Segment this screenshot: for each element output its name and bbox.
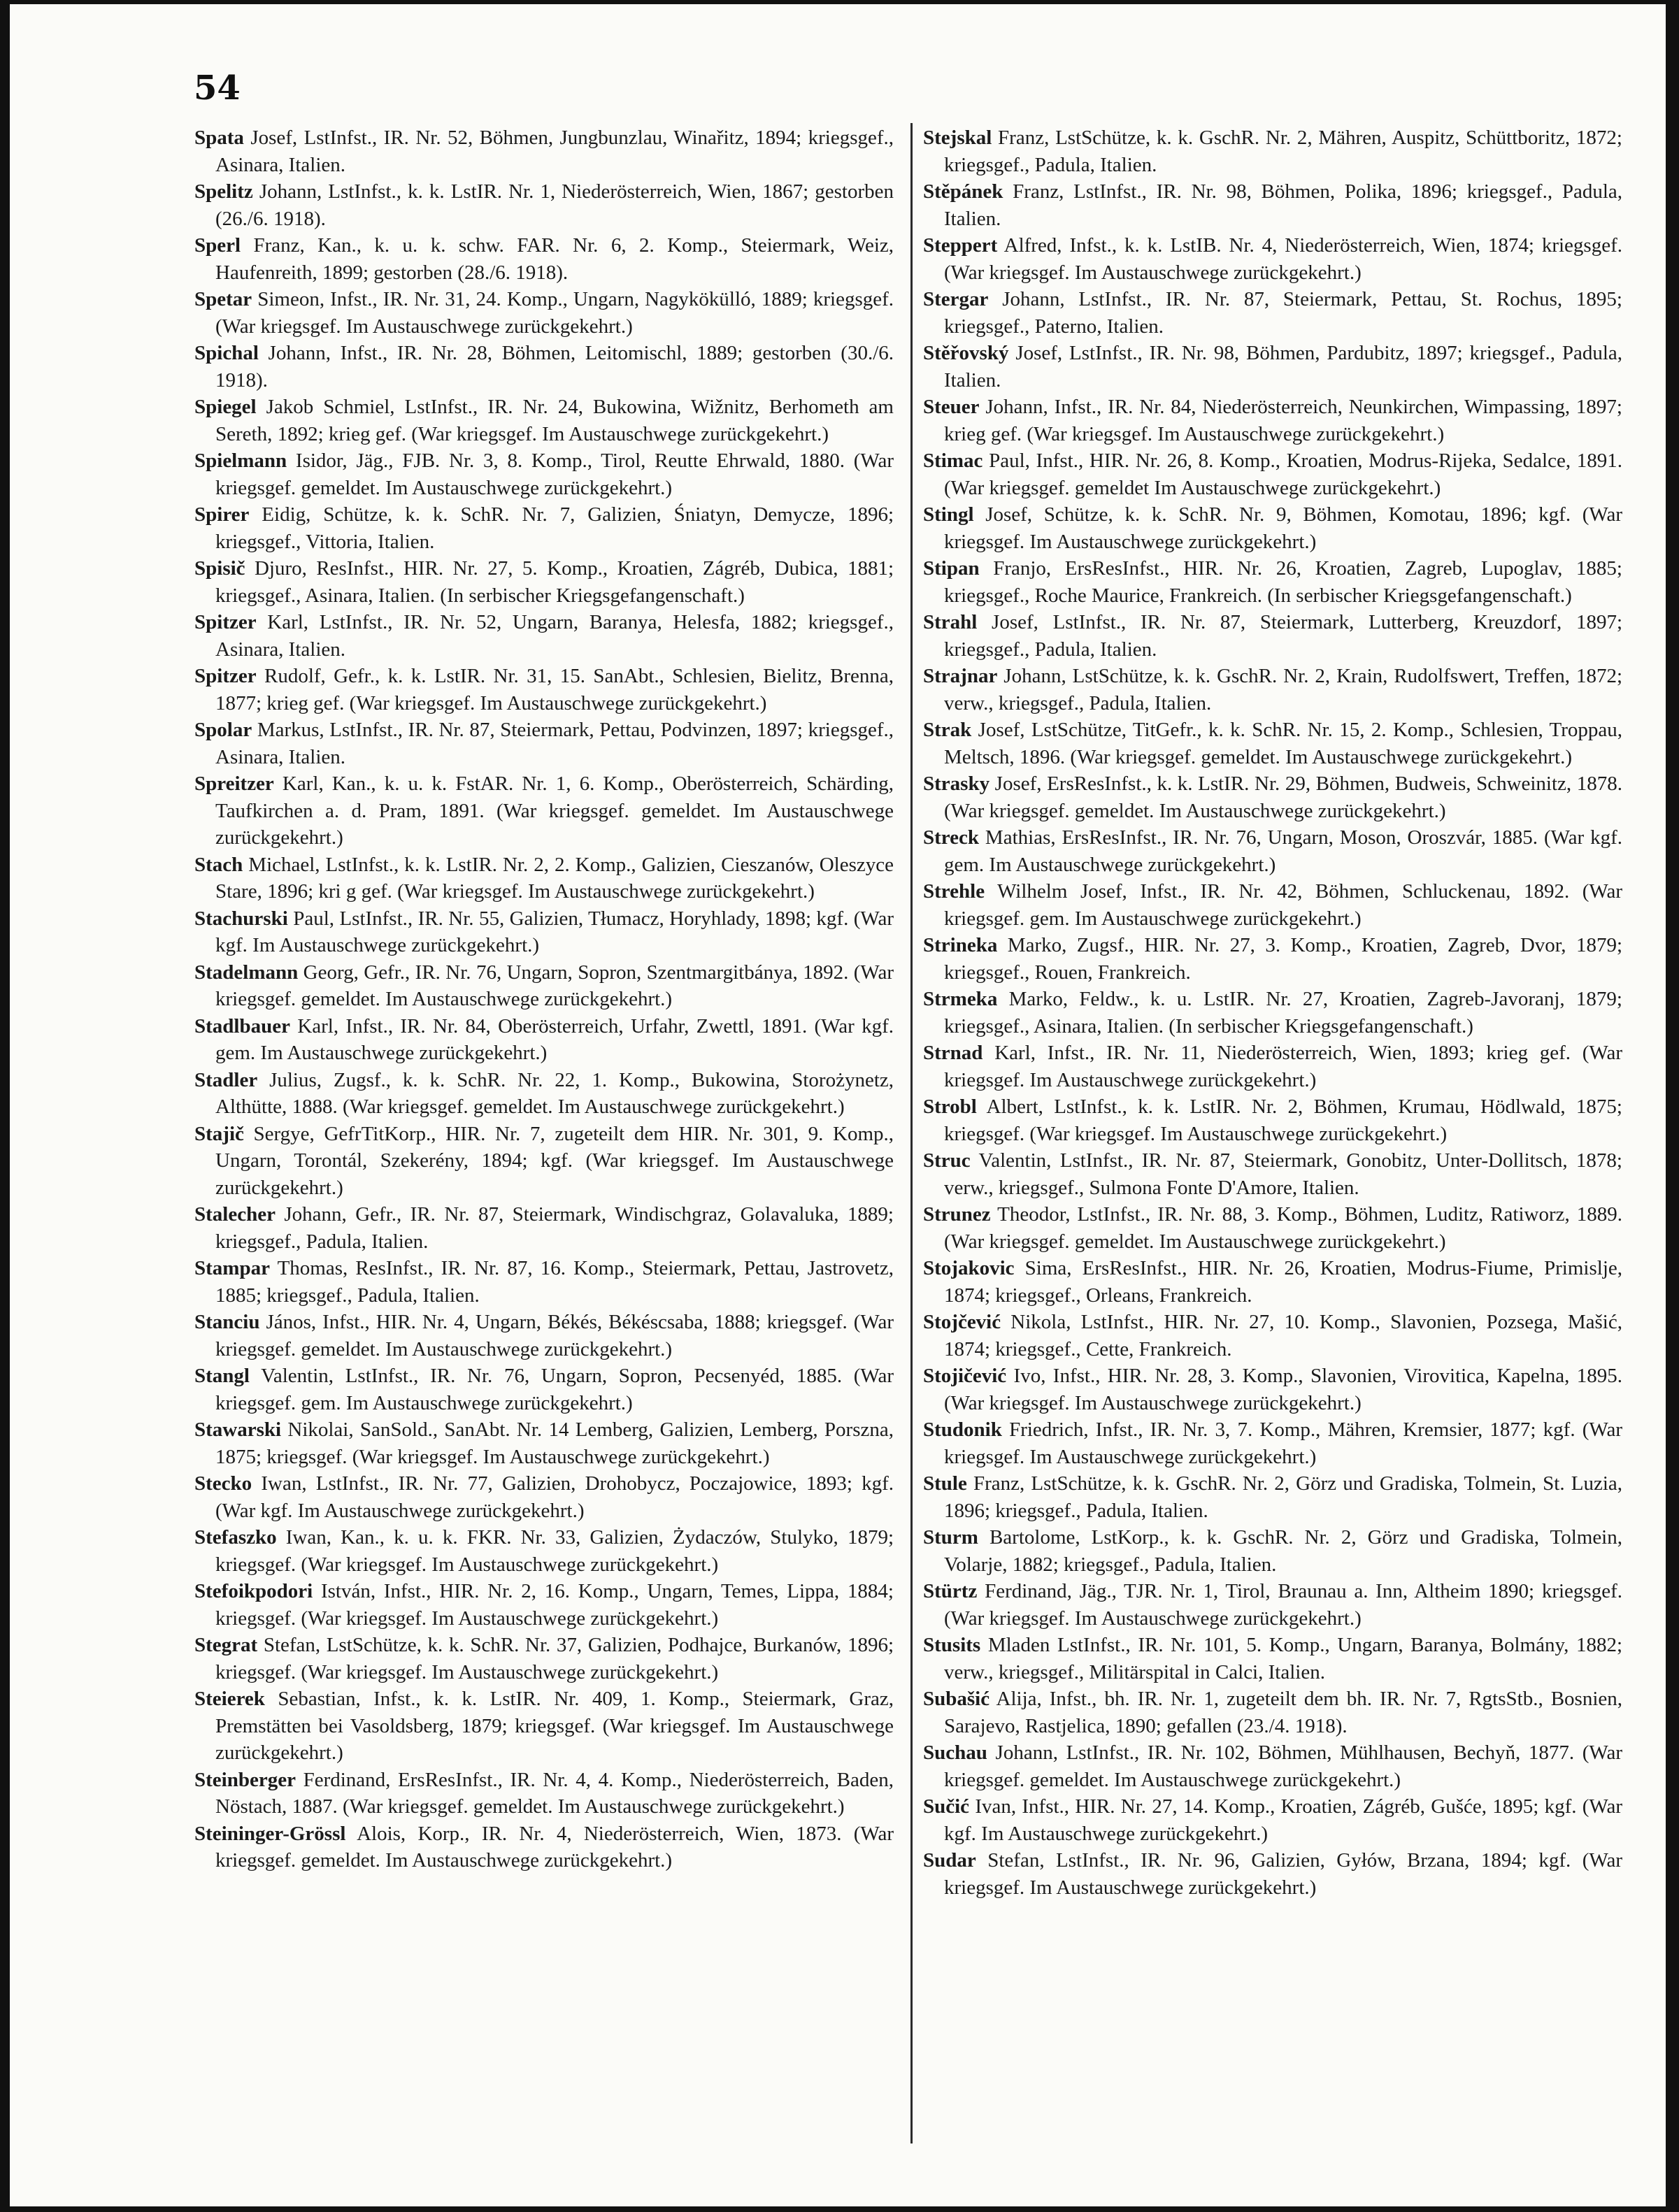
entry-surname: Sperl <box>194 234 241 257</box>
register-entry <box>923 878 1622 932</box>
page-number: 54 <box>194 69 241 108</box>
entry-surname: Strobl <box>923 1096 977 1118</box>
register-entry <box>194 1578 894 1632</box>
entry-surname: Stěpánek <box>923 180 1003 203</box>
entry-surname: Struc <box>923 1149 971 1172</box>
register-entry <box>923 286 1622 340</box>
entry-surname: Spichal <box>194 342 259 364</box>
register-entry <box>194 501 894 555</box>
entry-surname: Stojakovic <box>923 1257 1015 1279</box>
entry-details: Josef, LstSchütze, TitGefr., k. k. SchR. Nr. 15, 2. Komp., Schlesien, Troppau, Meltsch, 1896. (War kriegsgef. gemeldet. Im Austauschwege zurückgekehrt.) <box>944 719 1622 768</box>
register-entry <box>923 1847 1622 1901</box>
entry-surname: Stefoikpodori <box>194 1580 313 1602</box>
register-entry <box>194 286 894 340</box>
entry-details: Wilhelm Josef, Infst., IR. Nr. 42, Böhmen, Schluckenau, 1892. (War kriegsgef. gem. Im Austauschwege zurückgekehrt.) <box>944 880 1622 930</box>
register-entry <box>923 609 1622 663</box>
entry-surname: Spreitzer <box>194 773 274 795</box>
entry-details: Markus, LstInfst., IR. Nr. 87, Steiermark, Pettau, Podvinzen, 1897; kriegsgef., Asinara, Italien. <box>215 719 894 768</box>
entry-surname: Strajnar <box>923 665 998 687</box>
entry-surname: Stergar <box>923 288 989 310</box>
entry-surname: Stadlbauer <box>194 1014 290 1037</box>
entry-details: Josef, Schütze, k. k. SchR. Nr. 9, Böhmen, Komotau, 1896; kgf. (War kriegsgef. Im Austauschwege zurückgekehrt.) <box>944 503 1622 553</box>
entry-surname: Stingl <box>923 503 974 526</box>
register-entry <box>194 1067 894 1121</box>
register-entry <box>923 1363 1622 1416</box>
register-entry <box>923 717 1622 770</box>
register-entry <box>194 959 894 1013</box>
entry-surname: Stojčević <box>923 1311 1001 1333</box>
register-entry <box>923 1686 1622 1739</box>
entry-surname: Stecko <box>194 1472 252 1495</box>
entry-details: Nikolai, SanSold., SanAbt. Nr. 14 Lemberg, Galizien, Lemberg, Porszna, 1875; kriegsgef. (War kriegsgef. Im Austauschwege zurückgekehrt.) <box>215 1419 894 1468</box>
entry-details: Marko, Feldw., k. u. LstIR. Nr. 27, Kroatien, Zagreb-Javoranj, 1879; kriegsgef., Asinara, Italien. (In serbischer Kriegsgefangenschaft.) <box>944 988 1622 1037</box>
register-entry <box>923 501 1622 555</box>
entry-surname: Strahl <box>923 611 978 633</box>
entry-surname: Streck <box>923 826 980 849</box>
entry-details: Franz, LstSchütze, k. k. GschR. Nr. 2, Mähren, Auspitz, Schüttboritz, 1872; kriegsgef., Padula, Italien. <box>944 127 1622 176</box>
entry-surname: Stampar <box>194 1257 270 1279</box>
register-entry <box>194 1013 894 1067</box>
entry-surname: Strnad <box>923 1042 983 1064</box>
entry-details: Franz, Kan., k. u. k. schw. FAR. Nr. 6, 2. Komp., Steiermark, Weiz, Haufenreith, 1899; gestorben (28./6. 1918). <box>215 234 894 284</box>
entry-details: Franjo, ErsResInfst., HIR. Nr. 26, Kroatien, Zagreb, Lupoglav, 1885; kriegsgef., Roche Maurice, Frankreich. (In serbischer Kriegsgefangenschaft.) <box>944 557 1622 607</box>
entry-details: Marko, Zugsf., HIR. Nr. 27, 3. Komp., Kroatien, Zagreb, Dvor, 1879; kriegsgef., Rouen, Frankreich. <box>944 934 1623 984</box>
entry-details: Mathias, ErsResInfst., IR. Nr. 76, Ungarn, Moson, Oroszvár, 1885. (War kgf. gem. Im Austauschwege zurückgekehrt.) <box>944 826 1622 876</box>
entry-details: Mladen LstInfst., IR. Nr. 101, 5. Komp., Ungarn, Baranya, Bolmány, 1882; verw., kriegsgef., Militärspital in Calci, Italien. <box>944 1634 1623 1683</box>
entry-details: Johann, LstInfst., IR. Nr. 87, Steiermark, Pettau, St. Rochus, 1895; kriegsgef., Paterno, Italien. <box>944 288 1622 338</box>
entry-surname: Spetar <box>194 288 252 310</box>
entry-details: Thomas, ResInfst., IR. Nr. 87, 16. Komp., Steiermark, Pettau, Jastrovetz, 1885; kriegsgef., Padula, Italien. <box>215 1257 894 1307</box>
register-entry <box>194 1632 894 1686</box>
entry-details: Stefan, LstInfst., IR. Nr. 96, Galizien, Gyłów, Brzana, 1894; kgf. (War kriegsgef. Im Austauschwege zurückgekehrt.) <box>944 1849 1623 1899</box>
entry-surname: Studonik <box>923 1419 1002 1441</box>
register-entry <box>194 178 894 232</box>
register-entry <box>923 1255 1622 1309</box>
register-entry <box>194 1767 894 1820</box>
entry-surname: Strehle <box>923 880 985 903</box>
entry-surname: Strmeka <box>923 988 998 1010</box>
entry-surname: Spirer <box>194 503 250 526</box>
entry-surname: Suchau <box>923 1741 987 1764</box>
register-entry <box>194 340 894 394</box>
entry-details: Karl, Infst., IR. Nr. 11, Niederösterreich, Wien, 1893; krieg gef. (War kriegsgef. Im Austauschwege zurückgekehrt.) <box>944 1042 1622 1091</box>
entry-details: Djuro, ResInfst., HIR. Nr. 27, 5. Komp., Kroatien, Zágréb, Dubica, 1881; kriegsgef., Asinara, Italien. (In serbischer Kriegsgefangenschaft.) <box>215 557 894 607</box>
register-entry <box>194 555 894 609</box>
register-entry <box>923 555 1622 609</box>
entry-details: Paul, Infst., HIR. Nr. 26, 8. Komp., Kroatien, Modrus-Rijeka, Sedalce, 1891. (War kriegsgef. gemeldet Im Austauschwege zurückgekehrt.) <box>944 450 1623 499</box>
entry-surname: Stadelmann <box>194 961 299 984</box>
entry-surname: Stefaszko <box>194 1526 277 1549</box>
register-entry <box>194 1363 894 1416</box>
column-divider <box>910 123 913 2143</box>
entry-details: Simeon, Infst., IR. Nr. 31, 24. Komp., Ungarn, Nagykökülló, 1889; kriegsgef. (War kriegsgef. Im Austauschwege zurückgekehrt.) <box>215 288 894 338</box>
register-entry <box>923 986 1622 1040</box>
register-entry <box>923 770 1622 824</box>
register-entry <box>194 1470 894 1524</box>
entry-details: Sebastian, Infst., k. k. LstIR. Nr. 409, 1. Komp., Steiermark, Graz, Premstätten bei Vasoldsberg, 1879; kriegsgef. (War kriegsgef. Im Austauschwege zurückgekehrt.) <box>215 1688 894 1764</box>
register-entry <box>194 1201 894 1255</box>
entry-details: Ivan, Infst., HIR. Nr. 27, 14. Komp., Kroatien, Zágréb, Gušće, 1895; kgf. (War kgf. Im Austauschwege zurückgekehrt.) <box>944 1795 1623 1845</box>
register-entry <box>194 1255 894 1309</box>
entry-surname: Stach <box>194 853 243 876</box>
entry-details: Josef, LstInfst., IR. Nr. 87, Steiermark, Lutterberg, Kreuzdorf, 1897; kriegsgef., Padula, Italien. <box>944 611 1623 661</box>
entry-details: Johann, LstSchütze, k. k. GschR. Nr. 2, Krain, Rudolfswert, Treffen, 1872; verw., kriegsgef., Padula, Italien. <box>944 665 1623 714</box>
entry-details: Valentin, LstInfst., IR. Nr. 76, Ungarn, Sopron, Pecsenyéd, 1885. (War kriegsgef. gem. Im Austauschwege zurückgekehrt.) <box>215 1365 894 1414</box>
entry-surname: Stachurski <box>194 907 288 930</box>
register-entry <box>923 1524 1622 1578</box>
register-entry <box>194 1524 894 1578</box>
register-entry <box>194 394 894 447</box>
entry-details: Iwan, Kan., k. u. k. FKR. Nr. 33, Galizien, Żydaczów, Stulyko, 1879; kriegsgef. (War kriegsgef. Im Austauschwege zurückgekehrt.) <box>215 1526 894 1576</box>
register-entry <box>194 232 894 286</box>
entry-details: Ferdinand, ErsResInfst., IR. Nr. 4, 4. Komp., Niederösterreich, Baden, Nöstach, 1887. (War kriegsgef. gemeldet. Im Austauschwege zurückgekehrt.) <box>215 1768 894 1818</box>
entry-surname: Stojičević <box>923 1365 1007 1387</box>
entry-details: Alfred, Infst., k. k. LstIB. Nr. 4, Niederösterreich, Wien, 1874; kriegsgef. (War kriegsgef. Im Austauschwege zurückgekehrt.) <box>944 234 1622 284</box>
entry-surname: Stusits <box>923 1634 981 1656</box>
entry-surname: Stawarski <box>194 1419 282 1441</box>
entry-details: Josef, LstInfst., IR. Nr. 52, Böhmen, Jungbunzlau, Winařitz, 1894; kriegsgef., Asinara, Italien. <box>215 127 894 176</box>
entry-details: Stefan, LstSchütze, k. k. SchR. Nr. 37, Galizien, Podhajce, Burkanów, 1896; kriegsgef. (War kriegsgef. Im Austauschwege zurückgekehrt.) <box>215 1634 894 1683</box>
register-entry <box>923 447 1622 501</box>
entry-surname: Spitzer <box>194 611 257 633</box>
entry-surname: Stajič <box>194 1122 244 1145</box>
entry-surname: Stalecher <box>194 1203 276 1226</box>
register-entry <box>923 1147 1622 1201</box>
entry-details: Johann, LstInfst., k. k. LstIR. Nr. 1, Niederösterreich, Wien, 1867; gestorben (26./6. 1918). <box>215 180 894 230</box>
entry-details: Franz, LstSchütze, k. k. GschR. Nr. 2, Görz und Gradiska, Tolmein, St. Luzia, 1896; kriegsgef., Padula, Italien. <box>944 1472 1622 1522</box>
entry-details: Alois, Korp., IR. Nr. 4, Niederösterreich, Wien, 1873. (War kriegsgef. gemeldet. Im Austauschwege zurückgekehrt.) <box>215 1822 894 1872</box>
entry-details: Bartolome, LstKorp., k. k. GschR. Nr. 2, Görz und Gradiska, Tolmein, Volarje, 1882; kriegsgef., Padula, Italien. <box>944 1526 1622 1576</box>
register-entry <box>194 770 894 852</box>
entry-details: Nikola, LstInfst., HIR. Nr. 27, 10. Komp., Slavonien, Pozsega, Mašić, 1874; kriegsgef., Cette, Frankreich. <box>944 1311 1622 1360</box>
entry-details: Ferdinand, Jäg., TJR. Nr. 1, Tirol, Braunau a. Inn, Altheim 1890; kriegsgef. (War kriegsgef. Im Austauschwege zurückgekehrt.) <box>944 1580 1622 1630</box>
register-entry <box>923 232 1622 286</box>
register-entry <box>194 1121 894 1202</box>
entry-surname: Spelitz <box>194 180 253 203</box>
entry-surname: Steinberger <box>194 1768 296 1791</box>
register-entry <box>194 124 894 178</box>
entry-details: Georg, Gefr., IR. Nr. 76, Ungarn, Sopron, Szentmargitbánya, 1892. (War kriegsgef. gemeldet. Im Austauschwege zurückgekehrt.) <box>215 961 894 1010</box>
register-entry <box>923 932 1622 986</box>
register-entry <box>194 663 894 717</box>
entry-surname: Stadler <box>194 1068 258 1091</box>
entry-surname: Steuer <box>923 396 980 418</box>
entry-details: Josef, LstInfst., IR. Nr. 98, Böhmen, Pardubitz, 1897; kriegsgef., Padula, Italien. <box>944 342 1622 392</box>
entry-details: Iwan, LstInfst., IR. Nr. 77, Galizien, Drohobycz, Poczajowice, 1893; kgf. (War kgf. Im Austauschwege zurückgekehrt.) <box>215 1472 894 1522</box>
register-entry <box>923 340 1622 394</box>
entry-surname: Sučić <box>923 1795 970 1818</box>
entry-surname: Stejskal <box>923 127 992 149</box>
entry-surname: Stangl <box>194 1365 250 1387</box>
right-column <box>923 124 1622 1901</box>
register-entry <box>923 1416 1622 1470</box>
register-entry <box>923 1040 1622 1093</box>
entry-surname: Sturm <box>923 1526 978 1549</box>
register-entry <box>194 905 894 959</box>
register-entry <box>923 663 1622 717</box>
entry-surname: Stule <box>923 1472 967 1495</box>
entry-details: Paul, LstInfst., IR. Nr. 55, Galizien, Tłumacz, Horyhlady, 1898; kgf. (War kgf. Im Austauschwege zurückgekehrt.) <box>215 907 894 956</box>
entry-details: Julius, Zugsf., k. k. SchR. Nr. 22, 1. Komp., Bukowina, Storożynetz, Althütte, 1888. (War kriegsgef. gemeldet. Im Austauschwege zurückgekehrt.) <box>215 1068 894 1118</box>
entry-details: Valentin, LstInfst., IR. Nr. 87, Steiermark, Gonobitz, Unter-Dollitsch, 1878; verw., kriegsgef., Sulmona Fonte D'Amore, Italien. <box>944 1149 1622 1199</box>
register-entry <box>194 447 894 501</box>
entry-details: Ivo, Infst., HIR. Nr. 28, 3. Komp., Slavonien, Virovitica, Kapelna, 1895. (War kriegsgef. Im Austauschwege zurückgekehrt.) <box>944 1365 1622 1414</box>
register-entry <box>923 1093 1622 1147</box>
register-entry <box>923 1739 1622 1793</box>
entry-surname: Strineka <box>923 934 998 956</box>
left-column <box>194 124 894 1874</box>
register-entry <box>194 1686 894 1767</box>
entry-details: Isidor, Jäg., FJB. Nr. 3, 8. Komp., Tirol, Reutte Ehrwald, 1880. (War kriegsgef. gemeldet. Im Austauschwege zurückgekehrt.) <box>215 450 894 499</box>
register-entry <box>923 1201 1622 1255</box>
register-entry <box>923 124 1622 178</box>
entry-details: Johann, Infst., IR. Nr. 84, Niederösterreich, Neunkirchen, Wimpassing, 1897; krieg gef. (War kriegsgef. Im Austauschwege zurückgekehrt.) <box>944 396 1622 445</box>
entry-surname: Steppert <box>923 234 998 257</box>
register-entry <box>923 394 1622 447</box>
entry-surname: Steierek <box>194 1688 265 1710</box>
register-entry <box>194 609 894 663</box>
entry-details: Theodor, LstInfst., IR. Nr. 88, 3. Komp., Böhmen, Luditz, Ratiworz, 1889. (War kriegsgef. gemeldet. Im Austauschwege zurückgekehrt.) <box>944 1203 1622 1253</box>
entry-details: Sergye, GefrTitKorp., HIR. Nr. 7, zugeteilt dem HIR. Nr. 301, 9. Komp., Ungarn, Torontál, Szekerény, 1894; kgf. (War kriegsgef. Im Austauschwege zurückgekehrt.) <box>215 1122 894 1199</box>
entry-surname: Strak <box>923 719 972 741</box>
entry-surname: Spisič <box>194 557 245 580</box>
register-entry <box>923 178 1622 232</box>
entry-surname: Spolar <box>194 719 252 741</box>
register-entry <box>923 1793 1622 1847</box>
entry-details: Friedrich, Infst., IR. Nr. 3, 7. Komp., Mähren, Kremsier, 1877; kgf. (War kriegsgef. Im Austauschwege zurückgekehrt.) <box>944 1419 1623 1468</box>
entry-details: Karl, LstInfst., IR. Nr. 52, Ungarn, Baranya, Helesfa, 1882; kriegsgef., Asinara, Italien. <box>215 611 894 661</box>
entry-surname: Stipan <box>923 557 980 580</box>
entry-details: Karl, Kan., k. u. k. FstAR. Nr. 1, 6. Komp., Oberösterreich, Schärding, Taufkirchen a. d. Pram, 1891. (War kriegsgef. gemeldet. Im Austauschwege zurückgekehrt.) <box>215 773 894 849</box>
register-entry <box>923 1309 1622 1363</box>
entry-details: Johann, Gefr., IR. Nr. 87, Steiermark, Windischgraz, Golavaluka, 1889; kriegsgef., Padula, Italien. <box>215 1203 894 1253</box>
register-entry <box>194 717 894 770</box>
entry-surname: Stanciu <box>194 1311 260 1333</box>
entry-surname: Spiegel <box>194 396 257 418</box>
register-entry <box>923 1470 1622 1524</box>
entry-details: Albert, LstInfst., k. k. LstIR. Nr. 2, Böhmen, Krumau, Hödlwald, 1875; kriegsgef. (War kriegsgef. Im Austauschwege zurückgekehrt.) <box>944 1096 1622 1145</box>
entry-surname: Sudar <box>923 1849 976 1872</box>
entry-details: Josef, ErsResInfst., k. k. LstIR. Nr. 29, Böhmen, Budweis, Schweinitz, 1878. (War kriegsgef. gemeldet. Im Austauschwege zurückgekehrt.) <box>944 773 1622 822</box>
entry-details: Johann, LstInfst., IR. Nr. 102, Böhmen, Mühlhausen, Bechyň, 1877. (War kriegsgef. gemeldet. Im Austauschwege zurückgekehrt.) <box>944 1741 1623 1791</box>
entry-details: Rudolf, Gefr., k. k. LstIR. Nr. 31, 15. SanAbt., Schlesien, Bielitz, Brenna, 1877; krieg gef. (War kriegsgef. Im Austauschwege zurückgekehrt.) <box>215 665 894 714</box>
register-entry <box>194 1820 894 1874</box>
entry-surname: Spata <box>194 127 244 149</box>
register-entry <box>923 824 1622 878</box>
register-entry <box>194 852 894 905</box>
entry-details: Alija, Infst., bh. IR. Nr. 1, zugeteilt dem bh. IR. Nr. 7, RgtsStb., Bosnien, Sarajevo, Rastjelica, 1890; gefallen (23./4. 1918). <box>944 1688 1623 1737</box>
entry-details: István, Infst., HIR. Nr. 2, 16. Komp., Ungarn, Temes, Lippa, 1884; kriegsgef. (War kriegsgef. Im Austauschwege zurückgekehrt.) <box>215 1580 894 1630</box>
entry-surname: Strunez <box>923 1203 991 1226</box>
entry-details: Eidig, Schütze, k. k. SchR. Nr. 7, Galizien, Śniatyn, Demycze, 1896; kriegsgef., Vittoria, Italien. <box>215 503 894 553</box>
register-entry <box>194 1309 894 1363</box>
register-entry <box>923 1578 1622 1632</box>
entry-details: Franz, LstInfst., IR. Nr. 98, Böhmen, Polika, 1896; kriegsgef., Padula, Italien. <box>944 180 1623 230</box>
entry-surname: Spitzer <box>194 665 257 687</box>
entry-details: Johann, Infst., IR. Nr. 28, Böhmen, Leitomischl, 1889; gestorben (30./6. 1918). <box>215 342 894 392</box>
register-entry <box>923 1632 1622 1686</box>
entry-details: Jakob Schmiel, LstInfst., IR. Nr. 24, Bukowina, Wižnitz, Berhometh am Sereth, 1892; krieg gef. (War kriegsgef. Im Austauschwege zurückgekehrt.) <box>215 396 894 445</box>
entry-surname: Stürtz <box>923 1580 978 1602</box>
entry-details: Sima, ErsResInfst., HIR. Nr. 26, Kroatien, Modrus-Fiume, Primislje, 1874; kriegsgef., Orleans, Frankreich. <box>944 1257 1623 1307</box>
entry-surname: Spielmann <box>194 450 287 472</box>
entry-surname: Subašić <box>923 1688 990 1710</box>
entry-surname: Stěřovský <box>923 342 1009 364</box>
scanned-page <box>10 4 1666 2206</box>
entry-surname: Strasky <box>923 773 990 795</box>
entry-details: Karl, Infst., IR. Nr. 84, Oberösterreich, Urfahr, Zwettl, 1891. (War kgf. gem. Im Austauschwege zurückgekehrt.) <box>215 1014 894 1064</box>
entry-details: Michael, LstInfst., k. k. LstIR. Nr. 2, 2. Komp., Galizien, Cieszanów, Oleszyce Stare, 1896; kri g gef. (War kriegsgef. Im Austauschwege zurückgekehrt.) <box>215 853 894 903</box>
entry-surname: Steininger-Grössl <box>194 1822 346 1845</box>
entry-surname: Stimac <box>923 450 983 472</box>
entry-details: János, Infst., HIR. Nr. 4, Ungarn, Békés, Békéscsaba, 1888; kriegsgef. (War kriegsgef. gemeldet. Im Austauschwege zurückgekehrt.) <box>215 1311 894 1360</box>
entry-surname: Stegrat <box>194 1634 258 1656</box>
register-entry <box>194 1416 894 1470</box>
